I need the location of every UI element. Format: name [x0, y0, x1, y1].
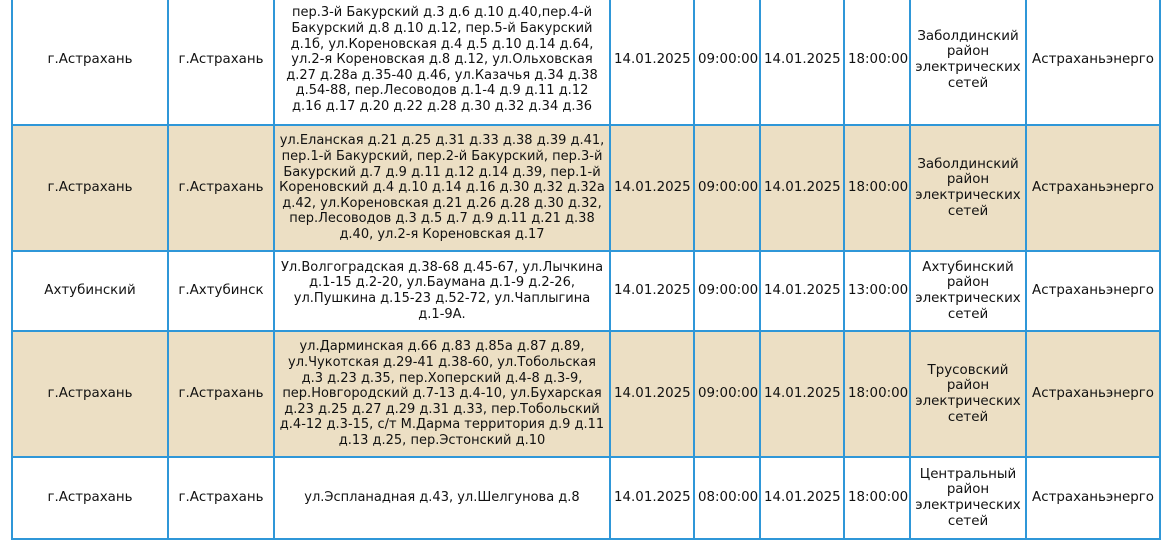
start-time-cell: 09:00:00 — [694, 331, 760, 457]
end-date-cell: 14.01.2025 — [760, 457, 844, 539]
company-cell: Астраханьэнерго — [1026, 457, 1160, 539]
end-time-cell: 18:00:00 — [844, 331, 910, 457]
locality-cell: г.Ахтубинск — [168, 251, 274, 331]
locality-cell: г.Астрахань — [168, 457, 274, 539]
network-area-cell: Ахтубинский район электрических сетей — [910, 251, 1026, 331]
network-area-cell: Заболдинский район электрических сетей — [910, 125, 1026, 251]
start-time-cell: 09:00:00 — [694, 125, 760, 251]
table-row — [12, 251, 1160, 331]
addresses-cell: ул.Эспланадная д.43, ул.Шелгунова д.8 — [274, 457, 610, 539]
start-time-cell: 09:00:00 — [694, 0, 760, 125]
locality-cell: г.Астрахань — [168, 125, 274, 251]
table-row — [12, 0, 1160, 125]
end-time-cell: 18:00:00 — [844, 457, 910, 539]
end-date-cell: 14.01.2025 — [760, 251, 844, 331]
end-date-cell: 14.01.2025 — [760, 125, 844, 251]
start-date-cell: 14.01.2025 — [610, 0, 694, 125]
start-date-cell: 14.01.2025 — [610, 125, 694, 251]
network-area-cell: Трусовский район электрических сетей — [910, 331, 1026, 457]
outage-schedule-table — [11, 0, 1161, 540]
district-cell: г.Астрахань — [12, 125, 168, 251]
company-cell: Астраханьэнерго — [1026, 0, 1160, 125]
addresses-cell: ул.Еланская д.21 д.25 д.31 д.33 д.38 д.39 д.41, пер.1-й Бакурский, пер.2-й Бакурский, пер.3-й Бакурский д.7 д.9 д.11 д.12 д.14 д.39, пер.1-й Кореновский д.4 д.10 д.14 д.16 д.30 д.32 д.32а д.42, ул.Кореновская д.21 д.26 д.28 д.30 д.32, пер.Лесоводов д.3 д.5 д.7 д.9 д.11 д.21 д.38 д.40, ул.2-я Кореновская д.17 — [274, 125, 610, 251]
company-cell: Астраханьэнерго — [1026, 251, 1160, 331]
district-cell: г.Астрахань — [12, 0, 168, 125]
company-cell: Астраханьэнерго — [1026, 331, 1160, 457]
end-time-cell: 18:00:00 — [844, 0, 910, 125]
end-time-cell: 13:00:00 — [844, 251, 910, 331]
addresses-cell: Ул.Волгоградская д.38-68 д.45-67, ул.Лычкина д.1-15 д.2-20, ул.Баумана д.1-9 д.2-26, ул.Пушкина д.15-23 д.52-72, ул.Чаплыгина д.1-9А. — [274, 251, 610, 331]
start-date-cell: 14.01.2025 — [610, 331, 694, 457]
district-cell: Ахтубинский — [12, 251, 168, 331]
locality-cell: г.Астрахань — [168, 0, 274, 125]
addresses-cell: пер.3-й Бакурский д.3 д.6 д.10 д.40,пер.4-й Бакурский д.8 д.10 д.12, пер.5-й Бакурский д.1б, ул.Кореновская д.4 д.5 д.10 д.14 д.64, ул.2-я Кореновская д.8 д.12, ул.Ольховская д.27 д.28а д.35-40 д.46, ул.Казачья д.34 д.38 д.54-88, пер.Лесоводов д.1-4 д.9 д.11 д.12 д.16 д.17 д.20 д.22 д.28 д.30 д.32 д.34 д.36 — [274, 0, 610, 125]
start-date-cell: 14.01.2025 — [610, 251, 694, 331]
start-time-cell: 09:00:00 — [694, 251, 760, 331]
district-cell: г.Астрахань — [12, 457, 168, 539]
network-area-cell: Заболдинский район электрических сетей — [910, 0, 1026, 125]
start-time-cell: 08:00:00 — [694, 457, 760, 539]
table-row — [12, 125, 1160, 251]
table-row — [12, 331, 1160, 457]
company-cell: Астраханьэнерго — [1026, 125, 1160, 251]
district-cell: г.Астрахань — [12, 331, 168, 457]
locality-cell: г.Астрахань — [168, 331, 274, 457]
end-date-cell: 14.01.2025 — [760, 331, 844, 457]
start-date-cell: 14.01.2025 — [610, 457, 694, 539]
network-area-cell: Центральный район электрических сетей — [910, 457, 1026, 539]
addresses-cell: ул.Дарминская д.66 д.83 д.85а д.87 д.89, ул.Чукотская д.29-41 д.38-60, ул.Тобольская д.3 д.23 д.35, пер.Хоперский д.4-8 д.3-9, пер.Новгородский д.7-13 д.4-10, ул.Бухарская д.23 д.25 д.27 д.29 д.31 д.33, пер.Тобольский д.4-12 д.3-15, с/т М.Дарма территория д.9 д.11 д.13 д.25, пер.Эстонский д.10 — [274, 331, 610, 457]
table-row — [12, 457, 1160, 539]
end-date-cell: 14.01.2025 — [760, 0, 844, 125]
end-time-cell: 18:00:00 — [844, 125, 910, 251]
